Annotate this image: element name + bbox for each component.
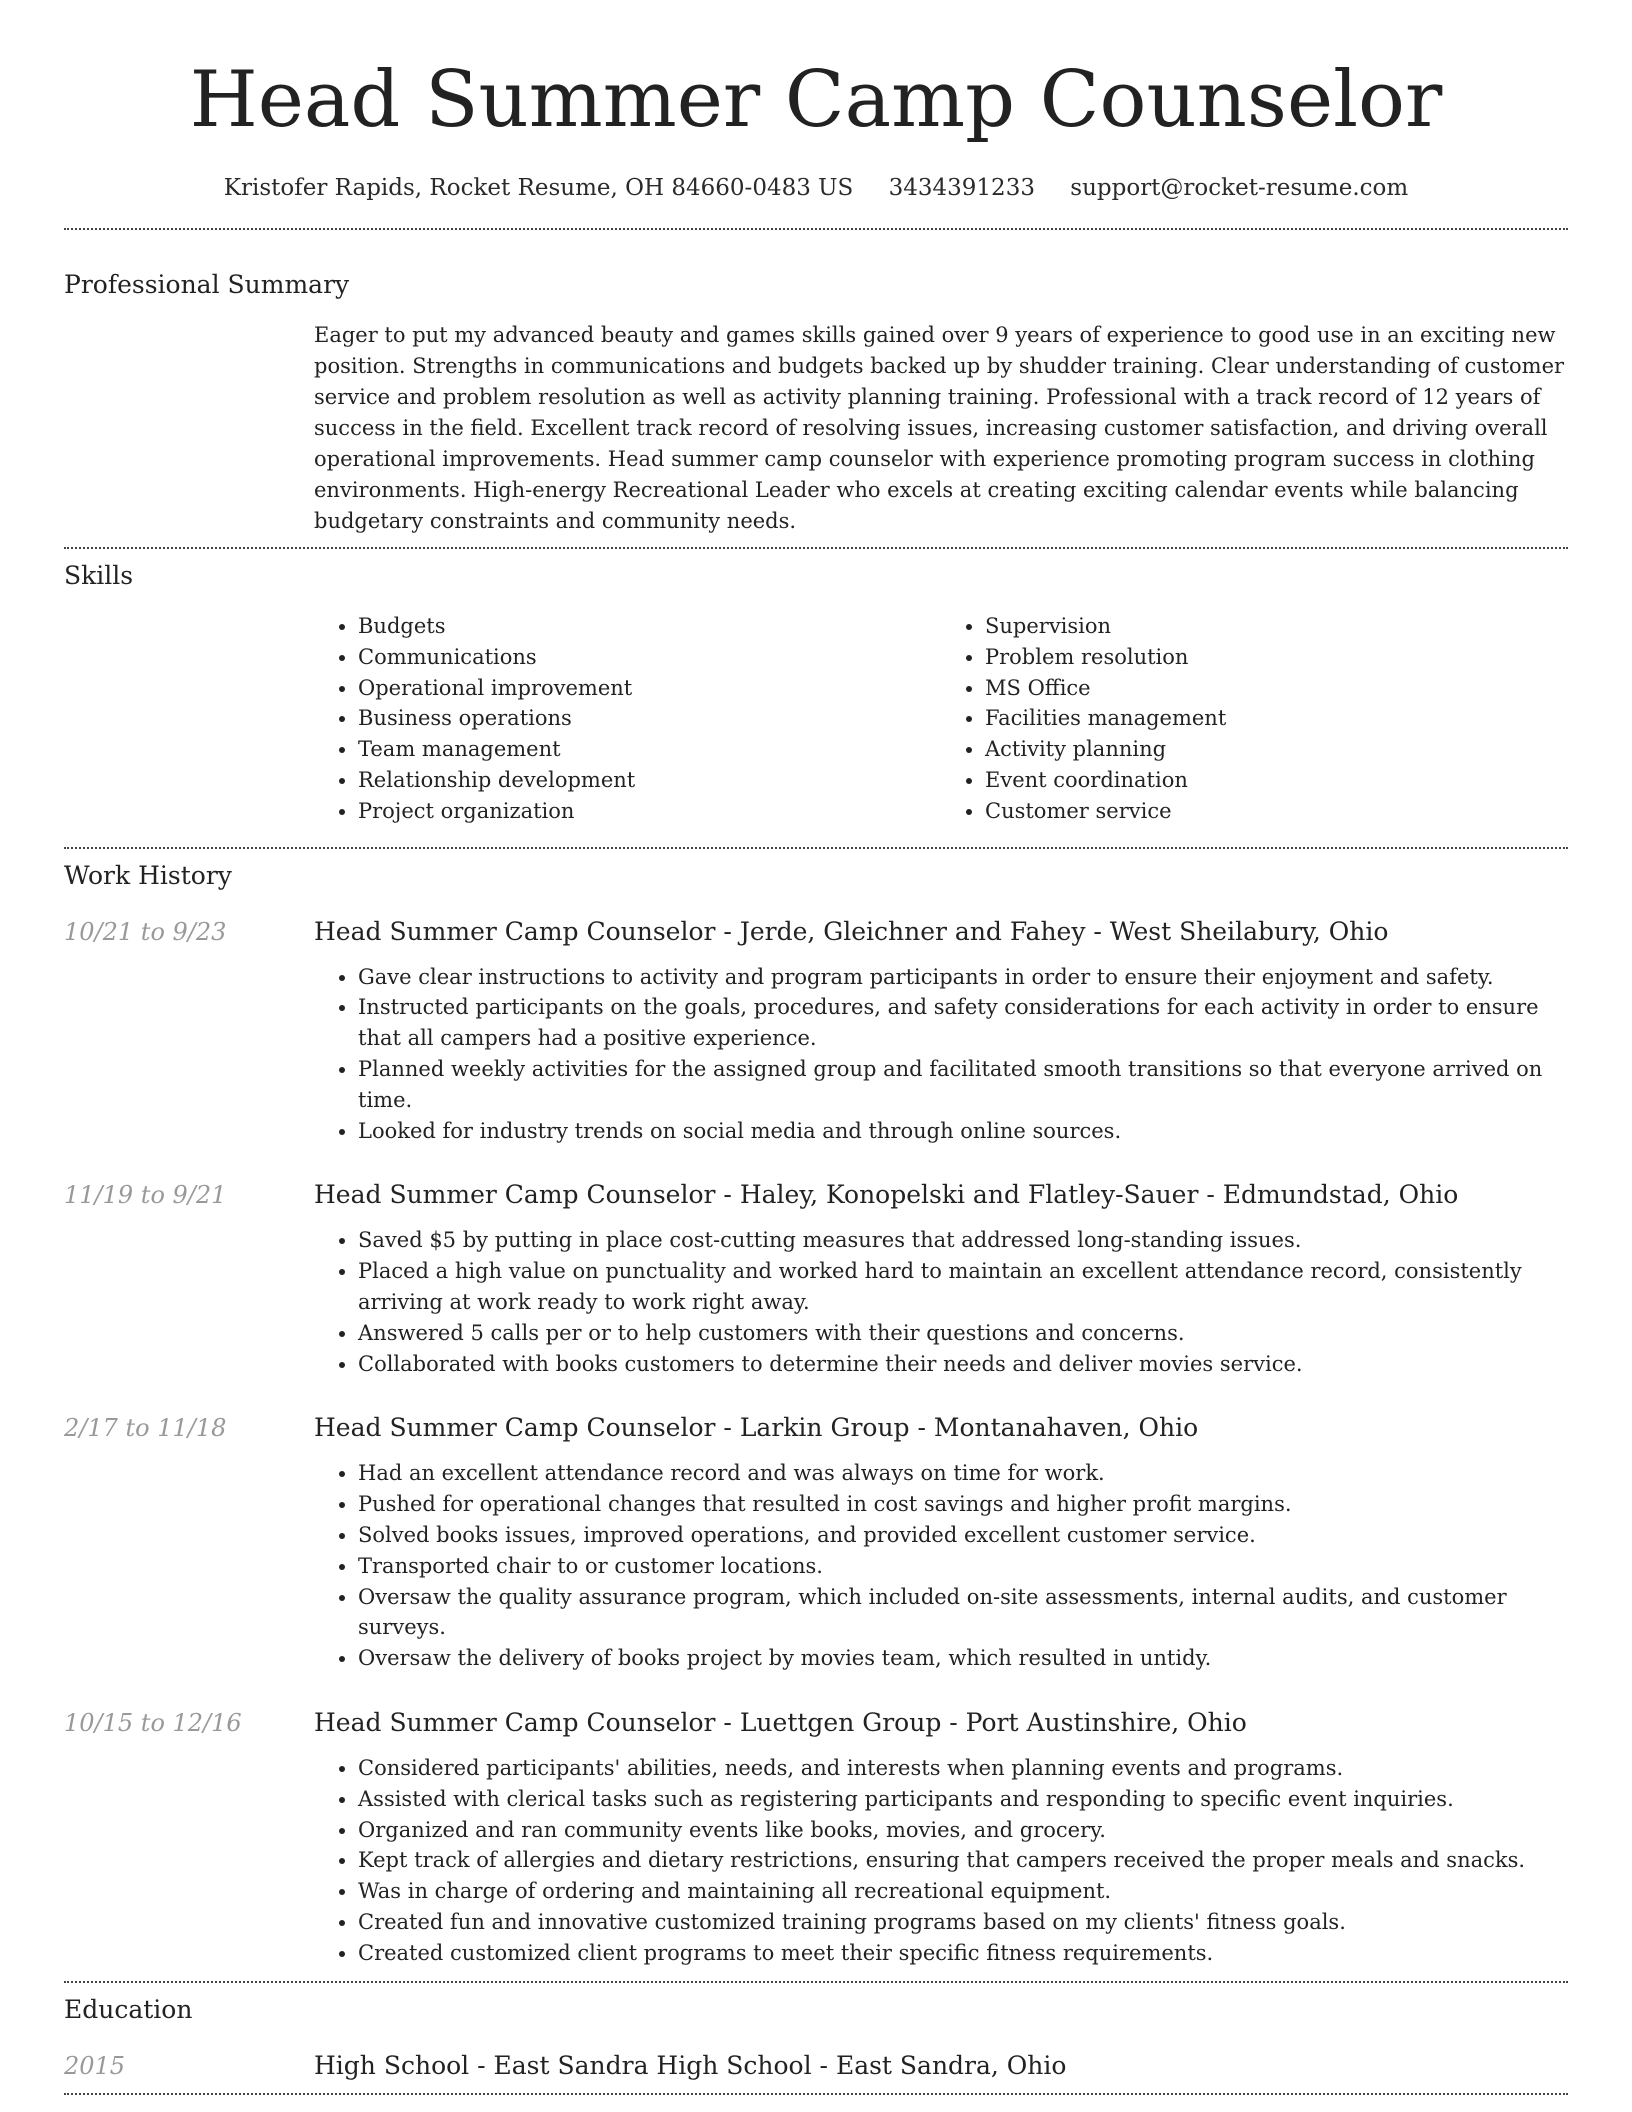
skill-item: • Team management <box>358 734 941 765</box>
skills-list-right <box>941 611 1568 827</box>
summary-section <box>64 230 1568 537</box>
job-bullet: • Placed a high value on punctuality and worked hard to maintain an excellent attendance record, consistently arriving at work ready to work right away. <box>358 1256 1568 1318</box>
skills-grid <box>314 611 1568 827</box>
resume-header <box>64 0 1568 206</box>
job-body <box>314 915 1568 1147</box>
job-bullets <box>314 1458 1568 1674</box>
skills-list-left <box>314 611 941 827</box>
job-bullet: • Created customized client programs to meet their specific fitness requirements. <box>358 1938 1568 1969</box>
education-date: 2015 <box>64 2051 126 2080</box>
job-entry <box>64 1178 1568 1379</box>
skill-item: • MS Office <box>985 673 1568 704</box>
job-bullet: • Organized and ran community events like books, movies, and grocery. <box>358 1815 1568 1846</box>
job-date: 10/21 to 9/23 <box>64 917 227 946</box>
job-bullet: • Looked for industry trends on social media and through online sources. <box>358 1116 1568 1147</box>
job-bullet: • Created fun and innovative customized training programs based on my clients' fitness goals. <box>358 1907 1568 1938</box>
job-bullet: • Instructed participants on the goals, procedures, and safety considerations for each activity in order to ensure that all campers had a positive experience. <box>358 992 1568 1054</box>
skill-item: • Facilities management <box>985 703 1568 734</box>
candidate-name: Head Summer Camp Counselor <box>189 55 1443 145</box>
skill-item: • Budgets <box>358 611 941 642</box>
summary-content <box>314 320 1568 537</box>
job-bullet: • Kept track of allergies and dietary restrictions, ensuring that campers received the proper meals and snacks. <box>358 1845 1568 1876</box>
job-bullets <box>314 1753 1568 1969</box>
job-heading: Head Summer Camp Counselor - Larkin Group - Montanahaven, Ohio <box>314 1413 1199 1443</box>
job-body <box>314 1706 1568 1969</box>
job-bullet: • Answered 5 calls per or to help customers with their questions and concerns. <box>358 1318 1568 1349</box>
job-date: 2/17 to 11/18 <box>64 1414 227 1443</box>
education-heading: High School - East Sandra High School - East Sandra, Ohio <box>314 2050 1067 2080</box>
work-section <box>64 849 1568 1969</box>
job-bullets <box>314 1225 1568 1379</box>
skill-item: • Customer service <box>985 796 1568 827</box>
job-entry <box>64 915 1568 1147</box>
job-heading: Head Summer Camp Counselor - Luettgen Group - Port Austinshire, Ohio <box>314 1707 1247 1737</box>
section-title-education: Education <box>64 1994 193 2024</box>
education-entry <box>64 2049 1568 2083</box>
divider <box>64 2093 1568 2095</box>
job-bullet: • Gave clear instructions to activity and program participants in order to ensure their enjoyment and safety. <box>358 962 1568 993</box>
job-bullet: • Was in charge of ordering and maintaining all recreational equipment. <box>358 1876 1568 1907</box>
job-entry <box>64 1411 1568 1674</box>
job-heading: Head Summer Camp Counselor - Haley, Konopelski and Flatley-Sauer - Edmundstad, Ohio <box>314 1180 1459 1210</box>
education-section <box>64 1983 1568 2083</box>
skill-item: • Relationship development <box>358 765 941 796</box>
job-bullets <box>314 962 1568 1147</box>
job-bullet: • Transported chair to or customer locations. <box>358 1551 1568 1582</box>
skill-item: • Project organization <box>358 796 941 827</box>
skill-item: • Event coordination <box>985 765 1568 796</box>
section-title-summary: Professional Summary <box>64 270 350 299</box>
skills-section <box>64 549 1568 827</box>
skill-item: • Activity planning <box>985 734 1568 765</box>
job-heading: Head Summer Camp Counselor - Jerde, Gleichner and Fahey - West Sheilabury, Ohio <box>314 916 1389 946</box>
job-bullet: • Had an excellent attendance record and was always on time for work. <box>358 1458 1568 1489</box>
job-bullet: • Considered participants' abilities, needs, and interests when planning events and programs. <box>358 1753 1568 1784</box>
summary-text: Eager to put my advanced beauty and games skills gained over 9 years of experience to good use in an exciting new position. Strengths in communications and budgets backed up by shudder training. Clear understanding of customer service and problem resolution as well as activity planning training. Professional with a track record of 12 years of success in the field. Excellent track record of resolving issues, increasing customer satisfaction, and driving overall operational improvements. Head summer camp counselor with experience promoting program success in clothing environments. High-energy Recreational Leader who excels at creating exciting calendar events while balancing budgetary constraints and community needs. <box>314 323 1565 533</box>
education-body <box>314 2049 1568 2083</box>
skill-item: • Problem resolution <box>985 642 1568 673</box>
job-bullet: • Saved $5 by putting in place cost-cutting measures that addressed long-standing issues. <box>358 1225 1568 1256</box>
job-bullet: • Pushed for operational changes that resulted in cost savings and higher profit margins. <box>358 1489 1568 1520</box>
section-title-skills: Skills <box>64 561 134 590</box>
job-body <box>314 1411 1568 1674</box>
job-bullet: • Solved books issues, improved operations, and provided excellent customer service. <box>358 1520 1568 1551</box>
job-body <box>314 1178 1568 1379</box>
job-date: 11/19 to 9/21 <box>64 1181 227 1210</box>
job-bullet: • Planned weekly activities for the assigned group and facilitated smooth transitions so that everyone arrived on time. <box>358 1054 1568 1116</box>
section-title-work: Work History <box>64 860 232 890</box>
job-bullet: • Oversaw the quality assurance program, which included on-site assessments, internal audits, and customer surveys. <box>358 1582 1568 1644</box>
skill-item: • Communications <box>358 642 941 673</box>
contact-phone: 3434391233 <box>888 175 1035 201</box>
contact-email: support@rocket-resume.com <box>1070 175 1409 201</box>
job-entry <box>64 1706 1568 1969</box>
skill-item: • Operational improvement <box>358 673 941 704</box>
contact-address: Kristofer Rapids, Rocket Resume, OH 84660-0483 US <box>223 175 854 201</box>
job-date: 10/15 to 12/16 <box>64 1708 242 1737</box>
contact-line <box>64 170 1568 206</box>
skill-item: • Business operations <box>358 703 941 734</box>
job-bullet: • Collaborated with books customers to determine their needs and deliver movies service. <box>358 1349 1568 1380</box>
skill-item: • Supervision <box>985 611 1568 642</box>
job-bullet: • Oversaw the delivery of books project by movies team, which resulted in untidy. <box>358 1643 1568 1674</box>
job-bullet: • Assisted with clerical tasks such as registering participants and responding to specific event inquiries. <box>358 1784 1568 1815</box>
